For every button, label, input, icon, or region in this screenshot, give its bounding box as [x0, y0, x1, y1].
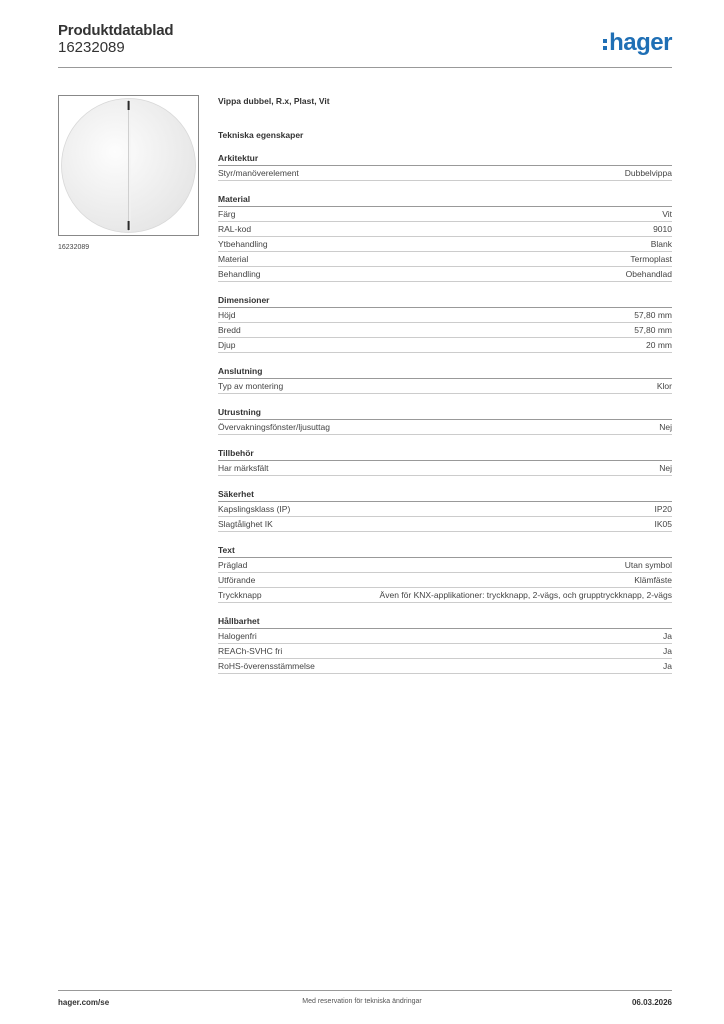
spec-row — [218, 267, 672, 282]
spec-section — [218, 294, 672, 353]
spec-label: REACh-SVHC fri — [218, 646, 283, 656]
spec-value: Vit — [662, 209, 672, 219]
footer-divider — [58, 990, 672, 991]
section-title: Anslutning — [218, 365, 672, 379]
spec-section — [218, 406, 672, 435]
spec-value: Dubbelvippa — [624, 168, 672, 178]
spec-row — [218, 222, 672, 237]
spec-section — [218, 615, 672, 674]
section-title: Säkerhet — [218, 488, 672, 502]
spec-row — [218, 420, 672, 435]
product-number: 16232089 — [58, 39, 125, 56]
spec-value: Ja — [663, 631, 672, 641]
spec-row — [218, 558, 672, 573]
spec-value: 9010 — [653, 224, 672, 234]
product-name: Vippa dubbel, R.x, Plast, Vit — [218, 96, 330, 106]
spec-row — [218, 166, 672, 181]
spec-label: Material — [218, 254, 249, 264]
spec-label: Tryckknapp — [218, 590, 262, 600]
spec-row — [218, 308, 672, 323]
spec-label: Behandling — [218, 269, 261, 279]
hager-logo — [603, 28, 672, 58]
spec-label: Bredd — [218, 325, 241, 335]
spec-section — [218, 193, 672, 282]
spec-label: Styr/manöverelement — [218, 168, 299, 178]
spec-label: Övervakningsfönster/ljusuttag — [218, 422, 330, 432]
spec-section — [218, 447, 672, 476]
spec-row — [218, 461, 672, 476]
spec-label: Präglad — [218, 560, 248, 570]
spec-row — [218, 659, 672, 674]
footer-date: 06.03.2026 — [631, 998, 672, 1007]
spec-row — [218, 502, 672, 517]
spec-value: IP20 — [654, 504, 672, 514]
page-title: Produktdatablad — [58, 22, 174, 39]
product-image — [58, 95, 199, 236]
spec-label: Utförande — [218, 575, 256, 585]
section-title: Dimensioner — [218, 294, 672, 308]
spec-label: Kapslingsklass (IP) — [218, 504, 291, 514]
spec-label: Höjd — [218, 310, 236, 320]
spec-row — [218, 379, 672, 394]
spec-row — [218, 237, 672, 252]
spec-value: 20 mm — [646, 340, 672, 350]
spec-value: Utan symbol — [624, 560, 672, 570]
section-title: Arkitektur — [218, 152, 672, 166]
spec-row — [218, 207, 672, 222]
spec-value: Ja — [663, 661, 672, 671]
footer-disclaimer: Med reservation för tekniska ändringar — [302, 998, 422, 1005]
spec-label: Slagtålighet IK — [218, 519, 273, 529]
spec-value: Även för KNX-applikationer: tryckknapp, 2-vägs, och grupptryckknapp, 2-vägs — [379, 590, 672, 600]
spec-label: RAL-kod — [218, 224, 252, 234]
spec-label: Djup — [218, 340, 236, 350]
spec-value: Blank — [650, 239, 672, 249]
spec-heading: Tekniska egenskaper — [218, 130, 304, 140]
spec-row — [218, 323, 672, 338]
header-divider — [58, 67, 672, 68]
spec-value: Klämfäste — [634, 575, 672, 585]
spec-value: 57,80 mm — [634, 310, 672, 320]
spec-row — [218, 588, 672, 603]
rocker-switch-double-icon — [59, 96, 198, 235]
logo-dots-icon — [603, 39, 607, 50]
spec-value: Obehandlad — [625, 269, 672, 279]
spec-sections — [218, 152, 672, 674]
spec-value: Nej — [659, 422, 672, 432]
spec-section — [218, 365, 672, 394]
spec-label: Halogenfri — [218, 631, 257, 641]
spec-row — [218, 644, 672, 659]
footer-website: hager.com/se — [58, 998, 110, 1007]
spec-value: IK05 — [654, 519, 672, 529]
spec-value: Termoplast — [630, 254, 672, 264]
spec-row — [218, 252, 672, 267]
section-title: Text — [218, 544, 672, 558]
spec-section — [218, 152, 672, 181]
spec-value: 57,80 mm — [634, 325, 672, 335]
spec-label: RoHS-överensstämmelse — [218, 661, 315, 671]
spec-value: Klor — [656, 381, 672, 391]
logo-text: hager — [609, 29, 672, 56]
spec-label: Typ av montering — [218, 381, 284, 391]
spec-label: Ytbehandling — [218, 239, 268, 249]
image-caption: 16232089 — [58, 244, 90, 251]
section-title: Utrustning — [218, 406, 672, 420]
spec-label: Färg — [218, 209, 236, 219]
spec-label: Har märksfält — [218, 463, 269, 473]
spec-row — [218, 517, 672, 532]
spec-value: Nej — [659, 463, 672, 473]
spec-table — [218, 96, 672, 674]
spec-section — [218, 544, 672, 603]
spec-row — [218, 338, 672, 353]
spec-row — [218, 629, 672, 644]
section-title: Material — [218, 193, 672, 207]
spec-value: Ja — [663, 646, 672, 656]
spec-row — [218, 573, 672, 588]
spec-section — [218, 488, 672, 532]
section-title: Tillbehör — [218, 447, 672, 461]
section-title: Hållbarhet — [218, 615, 672, 629]
